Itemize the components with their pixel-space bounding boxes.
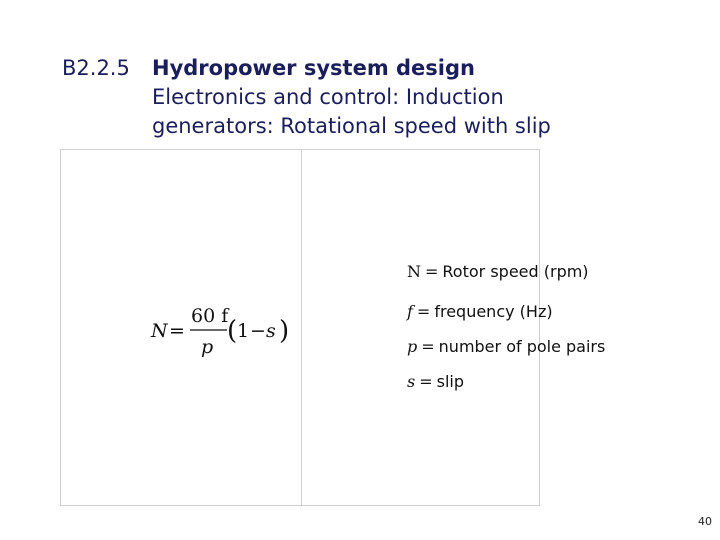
definition-text: number of pole pairs	[438, 337, 606, 356]
definition-symbol: N	[407, 262, 421, 281]
definition-text: frequency (Hz)	[434, 302, 553, 321]
definition-item	[407, 302, 553, 321]
definition-item	[407, 262, 589, 281]
definition-item	[407, 372, 464, 391]
formula-close-paren: )	[279, 316, 290, 346]
formula-minus: −	[250, 320, 266, 342]
content-table	[60, 149, 606, 506]
definition-equals: =	[425, 262, 439, 281]
formula-slip: s	[266, 320, 276, 342]
formula-numerator: 60 f	[191, 305, 229, 327]
definition-symbol: p	[407, 337, 418, 356]
definition-symbol: s	[407, 372, 416, 391]
definition-equals: =	[419, 372, 433, 391]
column-divider	[301, 150, 302, 505]
slide-title: Hydropower system design	[152, 56, 475, 80]
page-number: 40	[698, 515, 712, 528]
title-block	[152, 54, 672, 141]
definition-text: Rotor speed (rpm)	[442, 262, 589, 281]
formula-open-paren: (	[227, 316, 238, 346]
formula-lhs: N	[151, 320, 168, 342]
subtitle-line-1: Electronics and control: Induction	[152, 85, 504, 109]
definition-item	[407, 337, 605, 356]
formula-one: 1	[237, 320, 250, 342]
definition-equals: =	[421, 337, 435, 356]
speed-formula	[149, 298, 299, 362]
formula-denominator: p	[201, 336, 214, 358]
subtitle-line-2: generators: Rotational speed with slip	[152, 114, 551, 138]
formula-equals: =	[169, 320, 185, 342]
section-number: B2.2.5	[62, 56, 130, 80]
definition-text: slip	[436, 372, 465, 391]
definition-equals: =	[416, 302, 431, 321]
definition-symbol: f	[407, 302, 413, 321]
